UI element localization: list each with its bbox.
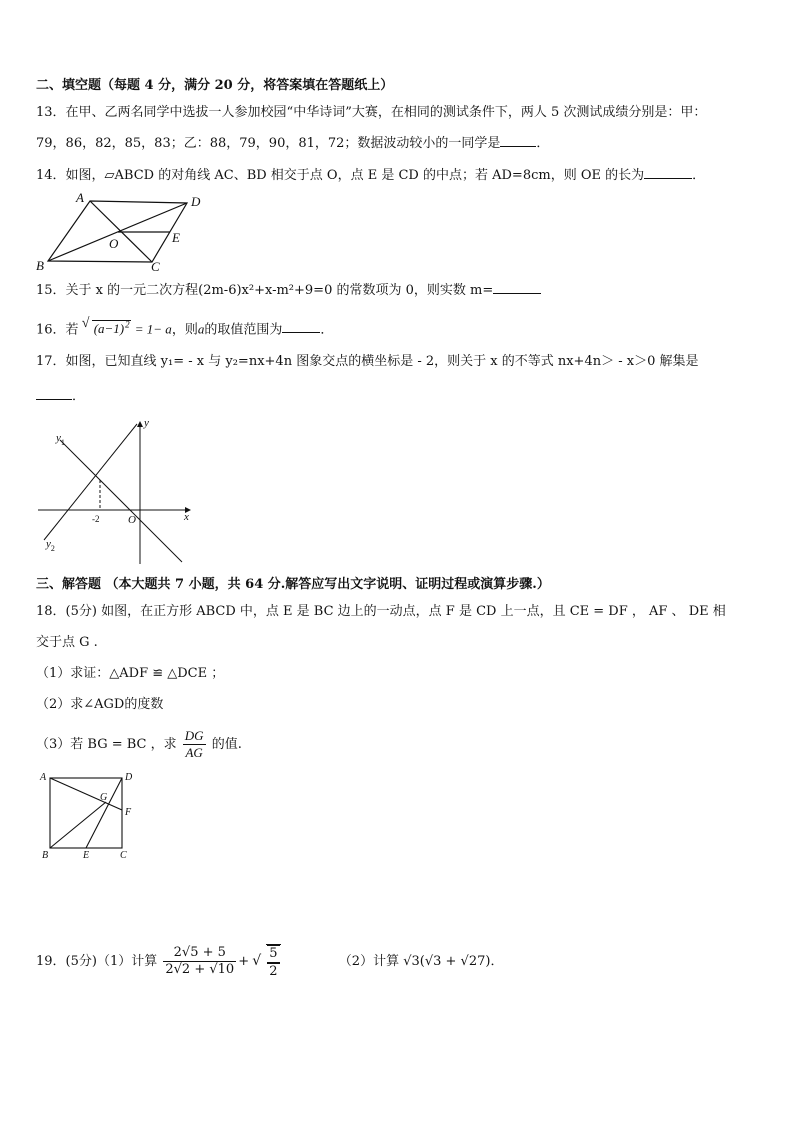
q14-text-line bbox=[36, 166, 758, 186]
q16-sq: 2 bbox=[125, 320, 130, 330]
square-abcd bbox=[50, 778, 122, 848]
q15-answer-blank bbox=[493, 281, 541, 294]
label-o: O bbox=[109, 236, 119, 251]
y1-label: $y_1$ bbox=[56, 432, 65, 447]
y2-label: $y_2$ bbox=[46, 538, 55, 553]
q18-part1: （1）求证：△ADF ≌ △DCE ； bbox=[36, 666, 225, 681]
q18-frac-num: DG bbox=[184, 728, 204, 743]
q19-rfrac-num: √ 5 bbox=[269, 945, 278, 961]
q18-fraction bbox=[183, 728, 206, 761]
q18-line1: 18．(5分) 如图，在正方形 ABCD 中，点 E 是 BC 边上的一动点，点 F 是 CD 上一点，且 CE = DF ， AF 、 DE 相 bbox=[36, 604, 726, 619]
q16-radical bbox=[83, 315, 131, 339]
q18-part3 bbox=[36, 726, 758, 764]
q17-line1: 17．如图，已知直线 y₁= - x 与 y₂=nx+4n 图象交点的横坐标是 - 2，则关于 x 的不等式 nx+4n＞ - x＞0 解集是 bbox=[36, 354, 699, 369]
label-d: D bbox=[191, 194, 201, 209]
q17-line2 bbox=[36, 387, 758, 407]
q13-answer-blank bbox=[500, 134, 536, 147]
x-axis-label: x bbox=[184, 511, 189, 523]
q19-fraction bbox=[163, 945, 236, 978]
q14-parallelogram-figure bbox=[34, 190, 214, 272]
q15-text: 15．关于 x 的一元二次方程(2m-6)x²+x-m²+9=0 的常数项为 0，则实数 m= bbox=[36, 283, 494, 298]
q18-part2: （2）求∠AGD的度数 bbox=[36, 697, 164, 712]
q18-part3-prefix: （3）若 BG = BC ，求 bbox=[36, 737, 177, 752]
q16-end: ． bbox=[320, 322, 334, 338]
q13-line2-text: 79，86，82，85，83；乙：88，79，90，81，72；数据波动较小的一同学是 bbox=[36, 136, 501, 151]
q19-end: ． bbox=[490, 954, 504, 969]
tick-label-neg2: -2 bbox=[92, 514, 100, 524]
label-e: E bbox=[83, 850, 90, 860]
q14-end: ． bbox=[692, 168, 706, 183]
segment-de bbox=[86, 778, 122, 848]
q18-square-figure bbox=[36, 770, 140, 860]
label-a: A bbox=[40, 772, 47, 783]
q16-eq: = 1− a bbox=[134, 321, 172, 337]
q13-line1: 13．在甲、乙两名同学中选拔一人参加校园“中华诗词”大赛，在相同的测试条件下，两人 5 次测试成绩分别是：甲： bbox=[36, 105, 707, 120]
segment-af bbox=[50, 778, 122, 810]
q19-rfrac-den: 2 bbox=[269, 963, 278, 979]
q16-line bbox=[36, 315, 758, 340]
q17-end: ． bbox=[72, 389, 86, 404]
label-g: G bbox=[100, 792, 108, 803]
q17-graph-figure bbox=[34, 416, 196, 566]
q16-var: a bbox=[197, 321, 205, 337]
q16-prefix: 16．若 bbox=[36, 322, 79, 338]
q13-end: ． bbox=[536, 136, 550, 151]
line-y1 bbox=[60, 440, 182, 562]
label-d: D bbox=[125, 772, 133, 783]
q13-line2 bbox=[36, 134, 758, 154]
q15-line bbox=[36, 281, 758, 301]
label-c: C bbox=[120, 850, 127, 860]
label-b: B bbox=[42, 850, 49, 860]
y-axis-label: y bbox=[144, 417, 149, 429]
q19-line bbox=[36, 942, 758, 982]
q16-mid: ，则 bbox=[171, 322, 198, 338]
q19-frac-den: 2√2 + √10 bbox=[165, 962, 235, 977]
q19-prefix: 19．(5分)（1）计算 bbox=[36, 954, 158, 969]
section-2-heading: 二、填空题（每题 4 分，满分 20 分，将答案填在答题纸上） bbox=[36, 78, 394, 93]
q16-suffix: 的取值范围为 bbox=[204, 322, 283, 338]
q16-rad: (a−1) bbox=[93, 321, 125, 337]
q14-answer-blank bbox=[644, 166, 692, 179]
q19-frac-num: 2√5 + 5 bbox=[163, 945, 236, 962]
label-a: A bbox=[76, 190, 84, 205]
label-f: F bbox=[125, 807, 132, 818]
label-c: C bbox=[151, 259, 160, 272]
q14-text: 14．如图，▱ABCD 的对角线 AC、BD 相交于点 O，点 E 是 CD 的中点；若 AD=8cm，则 OE 的长为 bbox=[36, 168, 645, 183]
section-3-heading: 三、解答题 （本大题共 7 小题，共 64 分.解答应写出文字说明、证明过程或演算步骤.） bbox=[36, 577, 550, 592]
q18-frac-den: AG bbox=[185, 745, 203, 760]
q16-answer-blank bbox=[282, 320, 320, 333]
q19-part2: （2）计算 √3(√3 + √27) bbox=[338, 954, 491, 969]
label-b: B bbox=[36, 258, 44, 272]
q18-line2: 交于点 G . bbox=[36, 635, 98, 650]
q18-part3-suffix: 的值. bbox=[211, 737, 242, 752]
label-e: E bbox=[172, 230, 180, 245]
origin-label: O bbox=[128, 514, 136, 526]
q19-plus: + bbox=[238, 954, 250, 969]
q19-sqrt-fraction bbox=[253, 942, 282, 982]
q17-answer-blank bbox=[36, 387, 72, 400]
